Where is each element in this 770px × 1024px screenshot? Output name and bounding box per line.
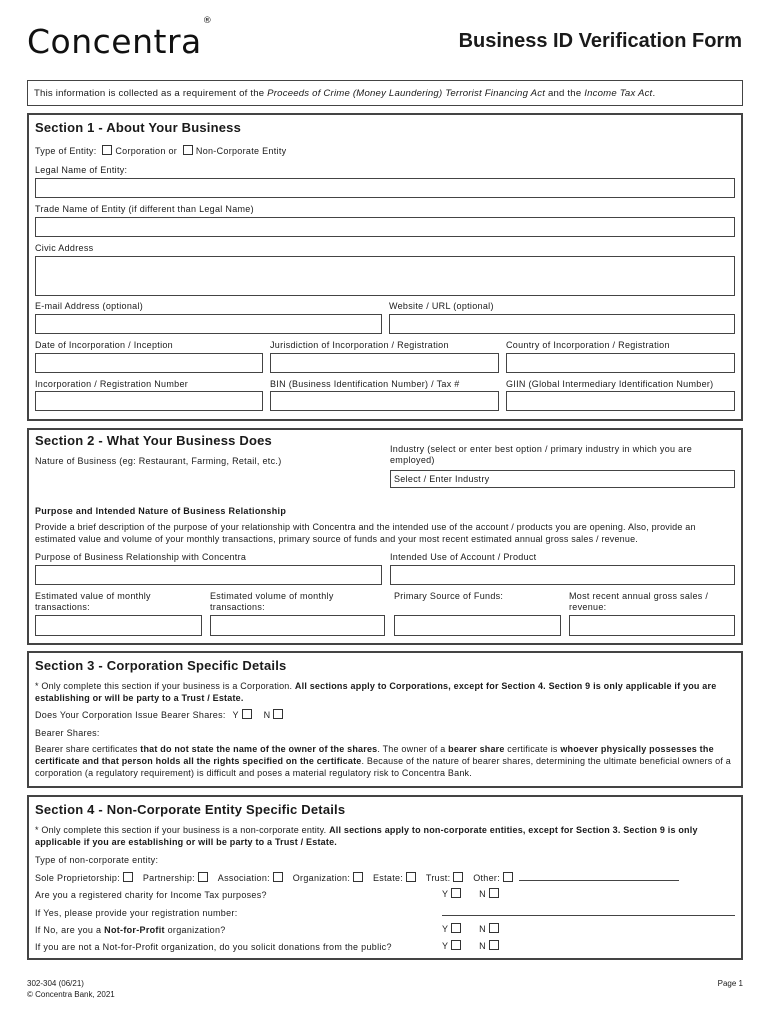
- sole-proprietorship-checkbox[interactable]: [123, 872, 133, 882]
- section-4-note: * Only complete this section if your business is a non-corporate entity. All sections apply to non-corporate entities, except for Section 3. Section 9 is only applicable if you are establishing or will be party to a Trust / Estate.: [35, 825, 698, 847]
- bin-field[interactable]: [270, 391, 499, 411]
- bearer-no-checkbox[interactable]: [273, 709, 283, 719]
- nature-label: Nature of Business (eg: Restaurant, Farming, Retail, etc.): [35, 456, 282, 466]
- section-1-title: Section 1 - About Your Business: [35, 120, 242, 135]
- nfp-yn: Y N: [442, 923, 502, 934]
- nfp-question: If No, are you a Not-for-Profit organization?: [35, 925, 226, 935]
- section-1: [27, 113, 743, 421]
- bearer-shares-label: Bearer Shares:: [35, 728, 100, 738]
- email-field[interactable]: [35, 314, 382, 334]
- section-4: [27, 795, 743, 960]
- registration-number-field[interactable]: [442, 904, 735, 916]
- purpose-heading: Purpose and Intended Nature of Business Relationship: [35, 506, 287, 516]
- est-volume-field[interactable]: [210, 615, 385, 636]
- legal-name-field[interactable]: [35, 178, 735, 198]
- section-3-note: * Only complete this section if your business is a Corporation. All sections apply to Corporations, except for Section 4. Section 9 is only applicable if you are establishing or will be party to a Trust / Estate.: [35, 681, 717, 703]
- est-value-entry[interactable]: [35, 615, 202, 636]
- bearer-yes-checkbox[interactable]: [242, 709, 252, 719]
- jurisdiction-field[interactable]: [270, 353, 499, 373]
- trade-name-label: Trade Name of Entity (if different than Legal Name): [35, 204, 254, 214]
- reg-number-label: Incorporation / Registration Number: [35, 379, 189, 389]
- page-number: Page 1: [717, 979, 743, 988]
- legal-name-label: Legal Name of Entity:: [35, 165, 128, 175]
- other-checkbox[interactable]: [503, 872, 513, 882]
- form-title: Business ID Verification Form: [458, 30, 742, 52]
- purpose-field[interactable]: [35, 565, 382, 585]
- nfp-yes-checkbox[interactable]: [451, 923, 461, 933]
- form-code: 302-304 (06/21): [27, 979, 84, 988]
- giin-label: GIIN (Global Intermediary Identification Number): [506, 379, 714, 389]
- country-field[interactable]: [506, 353, 735, 373]
- purpose-description: Provide a brief description of the purpose of your relationship with Concentra and the intended use of the account / products you are opening. Also, provide an estimated value and volume of your monthly transactions, primary source of funds and your most recent estimated annual gross sales / revenue.: [35, 522, 696, 544]
- charity-yes-checkbox[interactable]: [451, 888, 461, 898]
- association-checkbox[interactable]: [273, 872, 283, 882]
- email-label: E-mail Address (optional): [35, 301, 144, 311]
- nfp-no-checkbox[interactable]: [489, 923, 499, 933]
- section-2: [27, 428, 743, 645]
- civic-address-label: Civic Address: [35, 243, 94, 253]
- intended-use-field[interactable]: [390, 565, 735, 585]
- gross-sales-label: Most recent annual gross sales / revenue:: [569, 591, 709, 612]
- trade-name-field[interactable]: [35, 217, 735, 237]
- est-value-label: Estimated value of monthly transactions:: [35, 591, 151, 612]
- industry-label: Industry (select or enter best option / primary industry in which you are employed): [390, 444, 693, 465]
- purpose-label: Purpose of Business Relationship with Concentra: [35, 552, 247, 562]
- date-incorp-label: Date of Incorporation / Inception: [35, 340, 173, 350]
- est-volume-label: Estimated volume of monthly transactions:: [210, 591, 334, 612]
- non-corporate-checkbox[interactable]: [183, 145, 193, 155]
- jurisdiction-label: Jurisdiction of Incorporation / Registration: [270, 340, 449, 350]
- registration-number-question: If Yes, please provide your registration number:: [35, 908, 238, 918]
- section-3: [27, 651, 743, 788]
- concentra-logo: Concentra®: [27, 16, 213, 61]
- charity-question: Are you a registered charity for Income Tax purposes?: [35, 890, 267, 900]
- section-2-title: Section 2 - What Your Business Does: [35, 433, 272, 448]
- noncorp-type-options: Sole Proprietorship: Partnership: Association: Organization: Estate: Trust: Other:: [35, 872, 679, 883]
- intro-notice: This information is collected as a requirement of the Proceeds of Crime (Money Laundering) Terrorist Financing Act and the Income Tax Act.: [27, 80, 743, 106]
- giin-field[interactable]: [506, 391, 735, 411]
- industry-select[interactable]: Select / Enter Industry: [390, 470, 735, 488]
- bearer-shares-description: Bearer share certificates that do not state the name of the owner of the shares. The owner of a bearer share certificate is whoever physically possesses the certificate and that person holds all the rights specified on the certificate. Because of the nature of bearer shares, determining the ultimate beneficial owners of a corporation (a regulatory requirement) is difficult and poses a material regulatory risk to Concentra Bank.: [35, 744, 731, 778]
- copyright: © Concentra Bank, 2021: [27, 990, 115, 999]
- footer-codes: [27, 978, 115, 1000]
- section-4-title: Section 4 - Non-Corporate Entity Specific Details: [35, 802, 346, 817]
- gross-sales-field[interactable]: [569, 615, 735, 636]
- section-3-title: Section 3 - Corporation Specific Details: [35, 658, 287, 673]
- donations-yes-checkbox[interactable]: [451, 940, 461, 950]
- bearer-shares-question: Does Your Corporation Issue Bearer Shares: Y N: [35, 709, 286, 720]
- intended-use-label: Intended Use of Account / Product: [390, 552, 537, 562]
- partnership-checkbox[interactable]: [198, 872, 208, 882]
- charity-no-checkbox[interactable]: [489, 888, 499, 898]
- date-incorp-field[interactable]: [35, 353, 263, 373]
- website-label: Website / URL (optional): [389, 301, 494, 311]
- website-field[interactable]: [389, 314, 735, 334]
- donations-question: If you are not a Not-for-Profit organization, do you solicit donations from the public?: [35, 942, 392, 952]
- reg-number-field[interactable]: [35, 391, 263, 411]
- organization-checkbox[interactable]: [353, 872, 363, 882]
- bin-label: BIN (Business Identification Number) / Tax #: [270, 379, 460, 389]
- civic-address-field[interactable]: [35, 256, 735, 296]
- source-funds-label: Primary Source of Funds:: [394, 591, 504, 601]
- entity-type-row: Type of Entity: Corporation or Non-Corporate Entity: [35, 146, 287, 156]
- country-label: Country of Incorporation / Registration: [506, 340, 670, 350]
- charity-yn: Y N: [442, 888, 502, 899]
- donations-yn: Y N: [442, 940, 502, 951]
- trust-checkbox[interactable]: [453, 872, 463, 882]
- source-funds-field[interactable]: [394, 615, 561, 636]
- corporation-checkbox[interactable]: [102, 145, 112, 155]
- other-field[interactable]: [519, 872, 679, 881]
- estate-checkbox[interactable]: [406, 872, 416, 882]
- donations-no-checkbox[interactable]: [489, 940, 499, 950]
- noncorp-type-label: Type of non-corporate entity:: [35, 855, 159, 865]
